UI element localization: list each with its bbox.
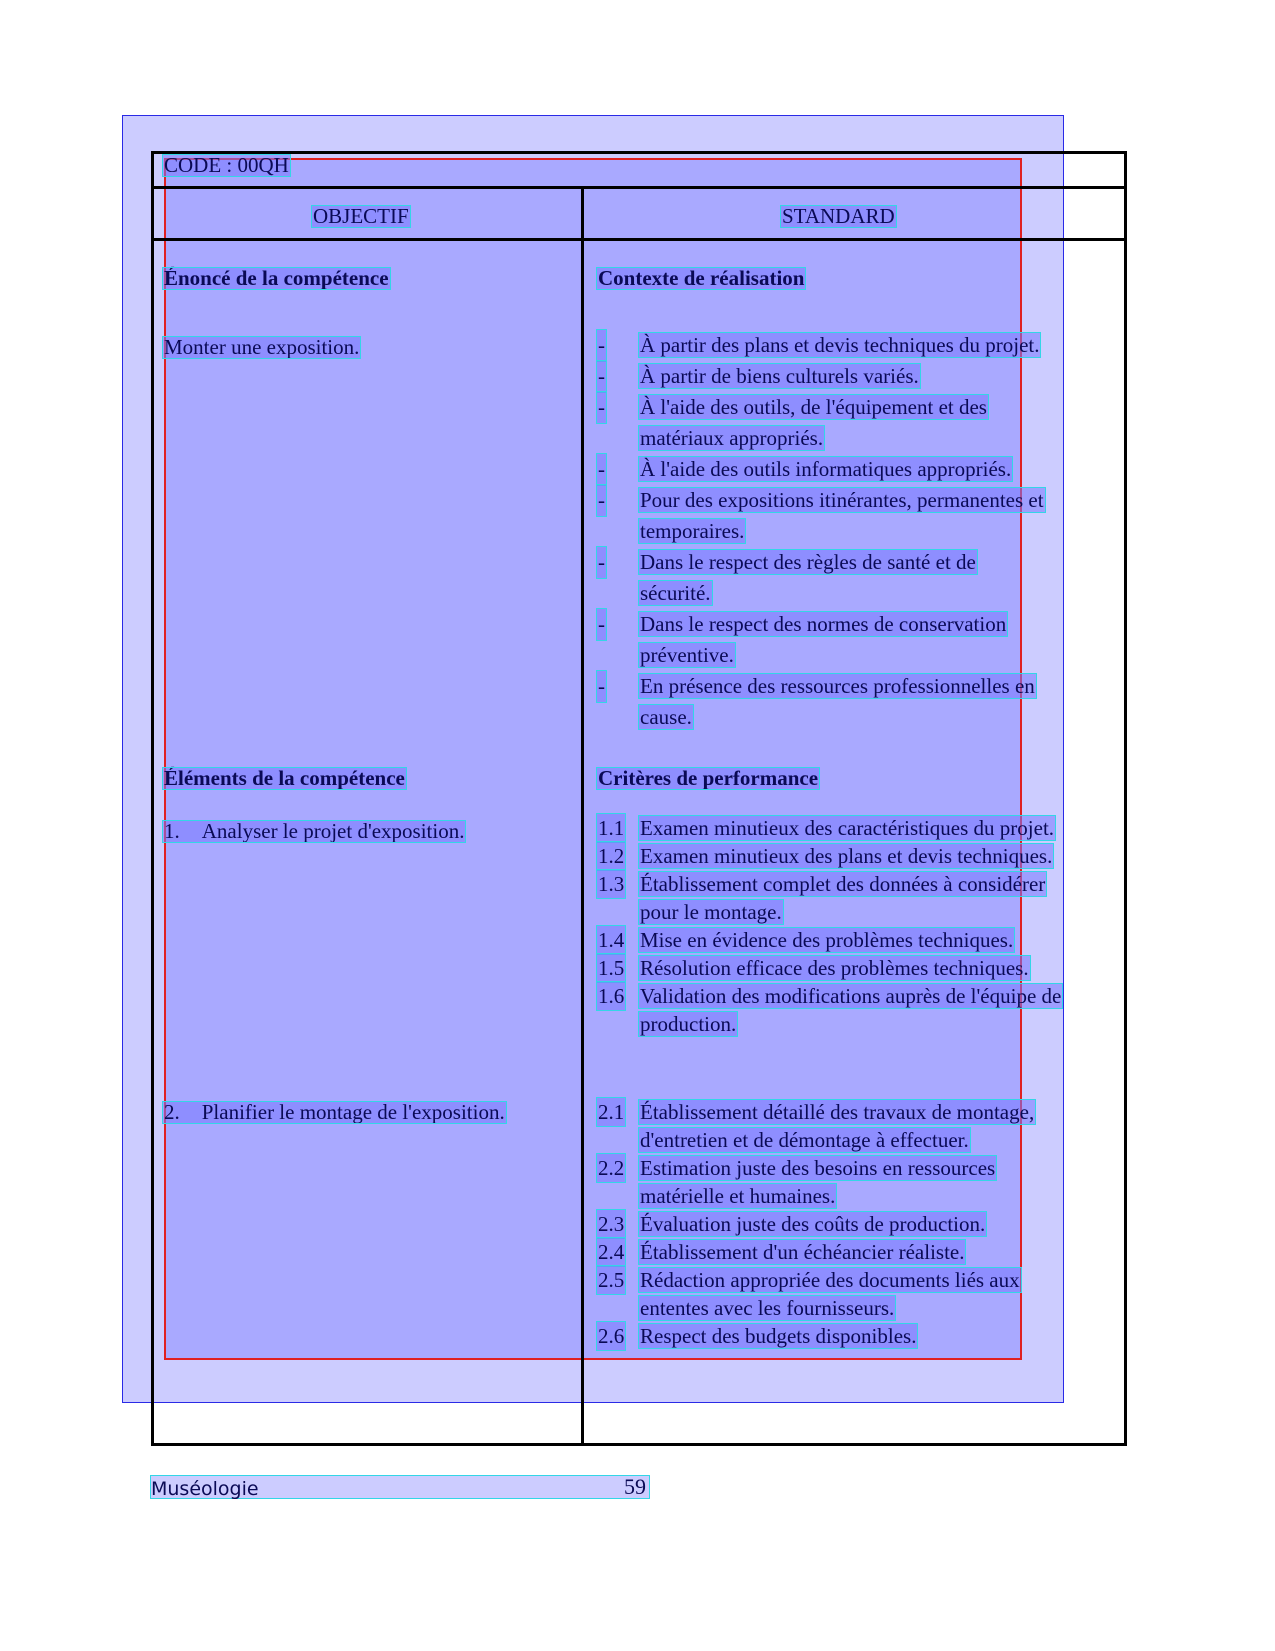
critere-number: 1.6	[598, 984, 625, 1008]
table-divider	[151, 186, 1127, 189]
item-text: À partir de biens culturels variés.	[640, 364, 919, 388]
critere-number: 1.3	[598, 872, 625, 896]
item-text: En présence des ressources professionnelles en	[640, 674, 1035, 698]
critere-number: 1.2	[598, 844, 625, 868]
column-divider	[581, 186, 584, 1446]
item-text: Respect des budgets disponibles.	[640, 1324, 917, 1348]
elements-title: Éléments de la compétence	[164, 766, 405, 790]
item-text: Examen minutieux des caractéristiques du projet.	[640, 816, 1055, 840]
item-text: pour le montage.	[640, 900, 782, 924]
contexte-title: Contexte de réalisation	[598, 266, 805, 290]
critere-number: 2.1	[598, 1100, 625, 1124]
item-text: Évaluation juste des coûts de production.	[640, 1212, 986, 1236]
item-text: À l'aide des outils informatiques appropriés.	[640, 457, 1012, 481]
item-text: Examen minutieux des plans et devis techniques.	[640, 844, 1053, 868]
bullet-dash: -	[597, 361, 606, 392]
item-text: sécurité.	[640, 581, 711, 605]
critere-number: 1.4	[598, 928, 625, 952]
item-text: cause.	[640, 705, 692, 729]
bullet-dash: -	[597, 392, 606, 423]
critere-number: 2.6	[598, 1324, 625, 1348]
critere-number: 2.3	[598, 1212, 625, 1236]
critere-number: 1.5	[598, 956, 625, 980]
item-text: Résolution efficace des problèmes techniques.	[640, 956, 1029, 980]
element-item	[163, 1102, 506, 1123]
footer-document-title: Muséologie	[151, 1478, 259, 1500]
element-item	[163, 821, 465, 842]
element-number: 2.	[164, 1100, 180, 1124]
item-text: Dans le respect des normes de conservation	[640, 612, 1007, 636]
item-text: ententes avec les fournisseurs.	[640, 1296, 895, 1320]
item-text: préventive.	[640, 643, 734, 667]
item-text: d'entretien et de démontage à effectuer.	[640, 1128, 969, 1152]
item-text: matérielle et humaines.	[640, 1184, 836, 1208]
element-text: Planifier le montage de l'exposition.	[201, 1100, 505, 1124]
item-text: Dans le respect des règles de santé et de	[640, 550, 976, 574]
item-text: Rédaction appropriée des documents liés aux	[640, 1268, 1020, 1292]
bullet-dash: -	[597, 330, 606, 361]
item-text: À l'aide des outils, de l'équipement et des	[640, 395, 987, 419]
column-header-objectif: OBJECTIF	[313, 204, 409, 228]
critere-number: 1.1	[598, 816, 625, 840]
critere-number: 2.5	[598, 1268, 625, 1292]
column-header-standard: STANDARD	[782, 204, 895, 228]
bullet-dash: -	[597, 671, 606, 702]
critere-number: 2.4	[598, 1240, 625, 1264]
code-label: CODE : 00QH	[164, 153, 289, 177]
item-text: Établissement détaillé des travaux de montage,	[640, 1100, 1035, 1124]
table-divider	[151, 238, 1127, 241]
enonce-text: Monter une exposition.	[164, 335, 360, 359]
critere-number: 2.2	[598, 1156, 625, 1180]
item-text: temporaires.	[640, 519, 745, 543]
item-text: Estimation juste des besoins en ressources	[640, 1156, 996, 1180]
item-text: Pour des expositions itinérantes, permanentes et	[640, 488, 1044, 512]
item-text: Établissement d'un échéancier réaliste.	[640, 1240, 965, 1264]
element-number: 1.	[164, 819, 180, 843]
item-text: Établissement complet des données à considérer	[640, 872, 1046, 896]
element-text: Analyser le projet d'exposition.	[201, 819, 465, 843]
bullet-dash: -	[597, 485, 606, 516]
item-text: À partir des plans et devis techniques du projet.	[640, 333, 1040, 357]
page-number: 59	[624, 1474, 646, 1499]
enonce-title: Énoncé de la compétence	[164, 266, 389, 290]
bullet-dash: -	[597, 609, 606, 640]
item-text: production.	[640, 1012, 737, 1036]
bullet-dash: -	[597, 547, 606, 578]
item-text: matériaux appropriés.	[640, 426, 824, 450]
item-text: Mise en évidence des problèmes techniques.	[640, 928, 1014, 952]
criteres-title: Critères de performance	[598, 766, 819, 790]
item-text: Validation des modifications auprès de l'équipe de	[640, 984, 1062, 1008]
bullet-dash: -	[597, 454, 606, 485]
